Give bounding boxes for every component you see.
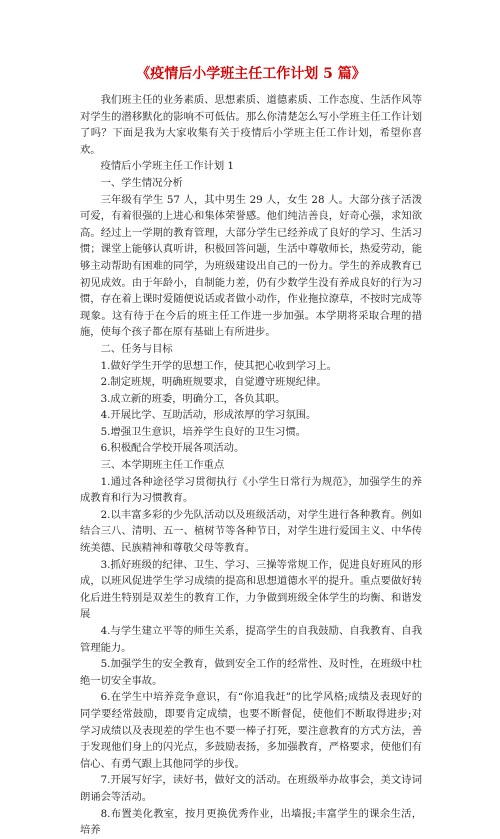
list-item-focus-8: 8.布置美化教室，按月更换优秀作业，出墙报;丰富学生的课余生活，培养 (80, 807, 422, 837)
list-item-goal-4: 4.开展比学、互助活动，形成浓厚的学习氛围。 (100, 409, 317, 422)
list-item-goal-5: 5.增强卫生意识，培养学生良好的卫生习惯。 (100, 425, 307, 438)
list-item-focus-6: 6.在学生中培养竞争意识，有“你追我赶”的比学风格;成绩及表现好的同学要经常鼓励，即要肯定成绩，也要不断督促，使他们不断取得进步;对学习成绩以及表现差的学生也不要一棒子打死，要注意教育的方式方法，善于发现他们身上的闪光点，多鼓励表扬，多加强教育，严格要求，使他们有信心、有勇气跟上其他同学的步伐。 (80, 691, 422, 770)
list-item-goal-2: 2.制定班规，明确班规要求，自觉遵守班规纪律。 (100, 376, 327, 389)
section-heading-focus: 三、本学期班主任工作重点 (100, 459, 225, 472)
list-item-focus-7: 7.开展写好字，读好书，做好文的活动。在班级举办故事会，美文诗词朗诵会等活动。 (80, 774, 422, 803)
paragraph-plan-heading: 疫情后小学班主任工作计划 1 (100, 160, 234, 173)
section-heading-tasks-goals: 二、任务与目标 (100, 342, 173, 355)
paragraph-student-analysis: 三年级有学生 57 人，其中男生 29 人，女生 28 人。大部分孩子活泼可爱，有着很强的上进心和集体荣誉感。他们纯洁善良，好奇心强，求知欲高。经过上一学期的教育管理，大部分学生已经养成了良好的学习、生活习惯；课堂上能够认真听讲，积极回答问题，生活中尊敬师长，热爱劳动，能够主动帮助有困难的同学，为班级建设出自己的一份力。学生的养成教育已初见成效。由于年龄小，自制能力差，仍有少数学生没有养成良好的行为习惯，存在着上课时爱随便说话或者做小动作，作业拖拉潦草，不按时完成等现象。这有待于在今后的班主任工作进一步加强。本学期将采取合理的措施，使每个孩子都在原有基础上有所进步。 (80, 193, 422, 339)
paragraph-intro: 我们班主任的业务素质、思想素质、道德素质、工作态度、生活作风等对学生的潜移默化的影响不可低估。那么你清楚怎么写小学班主任工作计划了吗？下面是我为大家收集有关于疫情后小学班主任工作计划，希望你喜欢。 (80, 94, 422, 156)
list-item-focus-3: 3.抓好班级的纪律、卫生、学习、三操等常规工作，促进良好班风的形成，以班风促进学生学习成绩的提高和思想道德水平的提升。重点要做好转化后进生特别是双差生的教育工作，力争做到班级全体学生的均衡、和谐发展 (80, 558, 422, 621)
list-item-goal-3: 3.成立新的班委，明确分工，各负其职。 (100, 392, 286, 405)
list-item-goal-6: 6.积极配合学校开展各项活动。 (100, 442, 245, 455)
list-item-focus-4: 4.与学生建立平等的师生关系，提高学生的自我鼓励、自我教育、自我管理能力。 (80, 625, 422, 654)
document-body (80, 92, 422, 839)
list-item-focus-1: 1.通过各种途径学习贯彻执行《小学生日常行为规范》，加强学生的养成教育和行为习惯教育。 (80, 475, 422, 505)
list-item-focus-5: 5.加强学生的安全教育，做到安全工作的经常性、及时性，在班级中杜绝一切安全事故。 (80, 658, 422, 687)
section-heading-student-analysis: 一、学生情况分析 (100, 176, 183, 189)
list-item-focus-2: 2.以丰富多彩的少先队活动以及班级活动，对学生进行各种教育。例如结合三八、清明、五一、植树节等各种节日，对学生进行爱国主义、中华传统美德、民族精神和尊敬父母等教育。 (80, 508, 422, 555)
list-item-goal-1: 1.做好学生开学的思想工作，使其把心收到学习上。 (100, 359, 337, 372)
document-title: 《疫情后小学班主任工作计划 5 篇》 (136, 66, 366, 82)
